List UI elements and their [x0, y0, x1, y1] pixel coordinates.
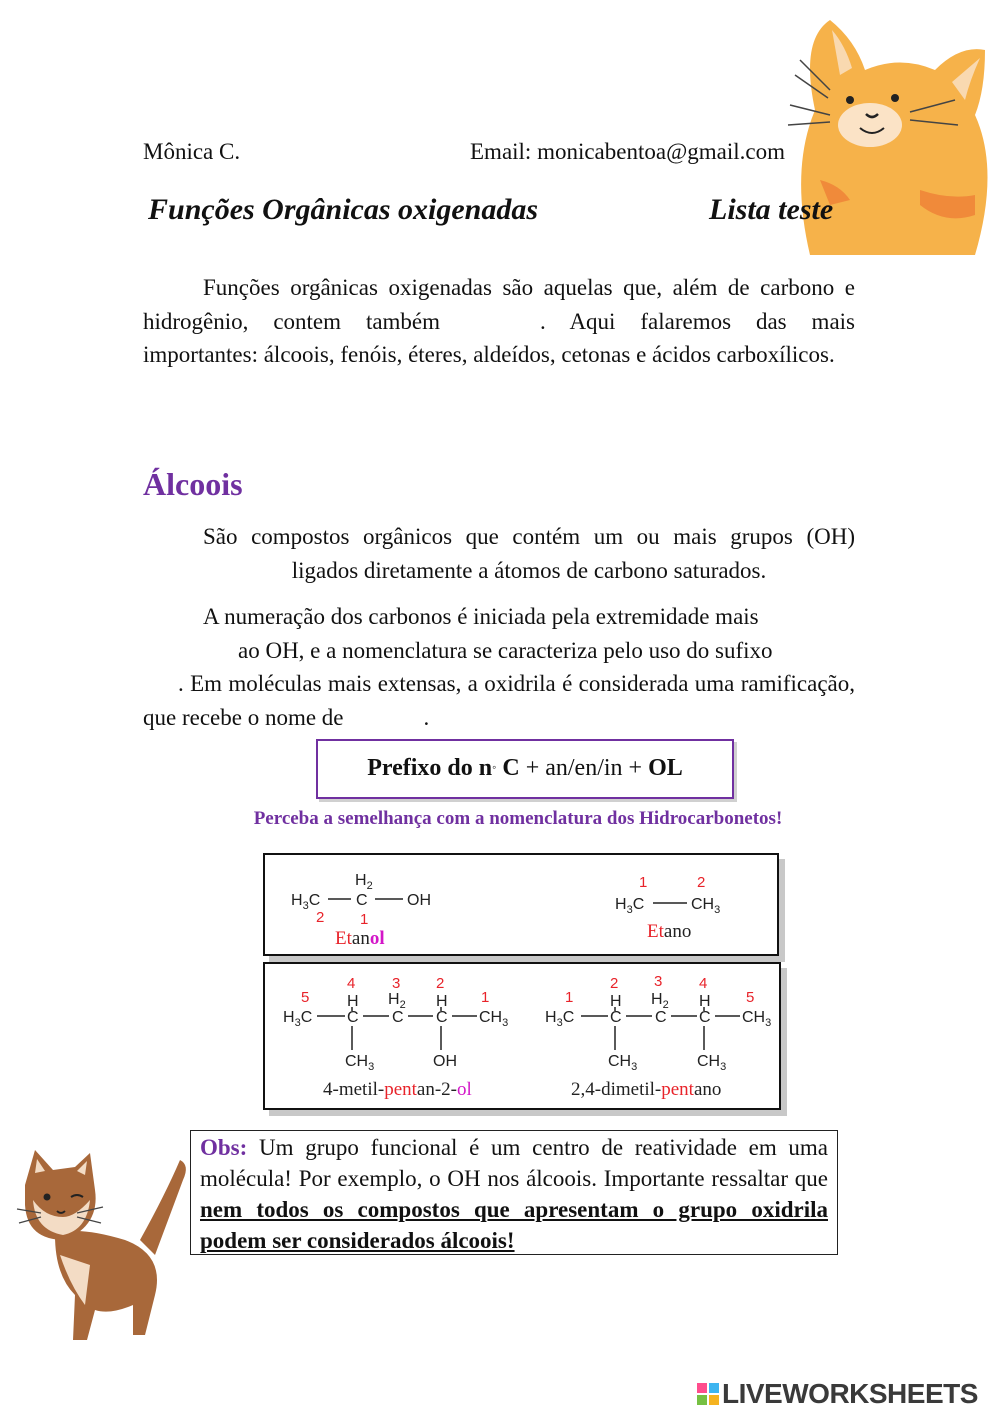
h3c-atom: $H_3C$ — [291, 892, 321, 912]
ethane-prefix: Et — [647, 921, 664, 942]
svg-text:C: C — [610, 1009, 622, 1026]
intro-paragraph — [143, 271, 855, 372]
svg-text:5: 5 — [301, 989, 310, 1006]
carbon-number: 2 — [697, 874, 706, 891]
nomenclature-line-1: A numeração dos carbonos é iniciada pela extremidade mais — [203, 604, 759, 629]
diagram-box-ethanol-ethane — [263, 853, 779, 956]
alcoois-nomenclature-paragraph — [143, 600, 855, 734]
pentanol-part-d: ol — [457, 1079, 472, 1100]
alcoois-definition: São compostos orgânicos que contém um ou mais grupos (OH) ligados diretamente a átomos de carbono saturados. — [203, 524, 855, 583]
svg-text:C: C — [347, 1009, 359, 1026]
svg-text:CH3: $CH_3$ — [742, 1009, 772, 1029]
c-atom: C — [356, 892, 368, 909]
ethanol-suffix: ol — [369, 928, 385, 949]
svg-text:H: H — [699, 993, 711, 1010]
formula-prefix: Prefixo do n — [367, 755, 493, 781]
svg-text:4: 4 — [347, 975, 356, 992]
ch3-atom: $CH_3$ — [691, 896, 721, 916]
carbon-number: 2 — [316, 909, 325, 926]
svg-text:2: 2 — [610, 975, 619, 992]
pentane-part-c: ano — [693, 1079, 722, 1100]
author-name: Mônica C. — [143, 139, 241, 164]
svg-text:C: C — [392, 1009, 404, 1026]
intro-text-2: . Aqui falaremos das mais importantes: álcoois, fenóis, éteres, aldeídos, cetonas e ácidos carboxílicos. — [143, 308, 855, 367]
obs-text: Um grupo funcional é um centro de reatividade em uma molécula! Por exemplo, o OH nos álcoois. Importante ressaltar que — [200, 1135, 829, 1191]
ethane-name — [647, 921, 691, 942]
svg-text:CH3: $CH_3$ — [479, 1009, 509, 1029]
obs-label: Obs: — [200, 1135, 248, 1160]
ethane-suffix: ano — [663, 921, 692, 942]
pentanol-part-a: 4-metil- — [323, 1079, 385, 1100]
logo-grid-icon — [697, 1383, 719, 1405]
svg-text:C: C — [699, 1009, 711, 1026]
ethanol-prefix: Et — [335, 928, 352, 949]
svg-text:H2: $H_2$ — [651, 991, 669, 1011]
svg-text:H3C: $H_3C$ — [545, 1009, 575, 1029]
svg-text:H2: $H_2$ — [388, 991, 406, 1011]
hydrocarbon-note: Perceba a semelhança com a nomenclatura dos Hidrocarbonetos! — [253, 808, 783, 829]
svg-text:CH3: $CH_3$ — [608, 1053, 638, 1073]
formula-ol: OL — [648, 755, 683, 781]
svg-text:3: 3 — [654, 973, 663, 990]
svg-text:CH3: $CH_3$ — [697, 1053, 727, 1073]
ethanol-name — [335, 928, 385, 949]
svg-text:5: 5 — [746, 989, 755, 1006]
svg-text:H3C: $H_3C$ — [283, 1009, 313, 1029]
pentane-part-a: 2,4-dimetil- — [571, 1079, 662, 1100]
ethanol-middle: an — [351, 928, 370, 949]
svg-text:1: 1 — [565, 989, 574, 1006]
formula-box — [316, 739, 734, 799]
liveworksheets-logo — [697, 1378, 978, 1410]
oh-group: OH — [407, 892, 431, 909]
svg-text:C: C — [655, 1009, 667, 1026]
diagram-box-pentanol-pentane — [263, 962, 781, 1110]
svg-text:C: C — [436, 1009, 448, 1026]
pentanol-pentane-structures — [265, 964, 779, 1108]
obs-emphasis: nem todos os compostos que apresentam o grupo oxidrila podem ser considerados álcoois! — [200, 1197, 828, 1253]
h2-atom: $H_2$ — [355, 872, 373, 892]
svg-text:H: H — [436, 993, 448, 1010]
list-label: Lista teste — [709, 193, 834, 226]
degree-symbol: ◦ — [492, 760, 497, 774]
pentanol-name — [323, 1079, 472, 1100]
nomenclature-end: . — [423, 704, 430, 730]
svg-text:H: H — [347, 993, 359, 1010]
svg-text:2: 2 — [436, 975, 445, 992]
svg-text:1: 1 — [481, 989, 490, 1006]
pentanol-part-b: pent — [384, 1079, 417, 1100]
svg-text:H: H — [610, 993, 622, 1010]
h3c-atom: $H_3C$ — [615, 896, 645, 916]
carbon-number: 1 — [639, 874, 648, 891]
pentanol-part-c: an-2- — [416, 1079, 458, 1100]
logo-text: LIVEWORKSHEETS — [722, 1378, 978, 1409]
formula-c: C — [502, 755, 520, 781]
formula-middle: + an/en/in + — [525, 755, 643, 781]
svg-text:3: 3 — [392, 975, 401, 992]
carbon-number: 1 — [360, 911, 369, 928]
observation-box — [190, 1130, 838, 1255]
section-heading-alcoois: Álcoois — [143, 466, 243, 502]
nomenclature-line-2: ao OH, e a nomenclatura se caracteriza pelo uso do sufixo — [238, 637, 773, 663]
page-title: Funções Orgânicas oxigenadas — [148, 193, 539, 226]
svg-text:CH3: $CH_3$ — [345, 1053, 375, 1073]
intro-text-1: Funções orgânicas oxigenadas são aquelas que, além de carbono e hidrogênio, contem também — [143, 275, 855, 334]
brown-cat-illustration — [15, 1145, 195, 1345]
svg-text:OH: OH — [433, 1053, 457, 1070]
pentane-name — [571, 1079, 721, 1100]
nomenclature-line-3: . Em moléculas mais extensas, a oxidrila é considerada uma ramificação, que recebe o nome de — [143, 671, 855, 730]
pentane-part-b: pent — [661, 1079, 694, 1100]
author-email: Email: monicabentoa@gmail.com — [470, 139, 785, 164]
svg-text:4: 4 — [699, 975, 708, 992]
ethanol-ethane-structures — [265, 855, 777, 954]
